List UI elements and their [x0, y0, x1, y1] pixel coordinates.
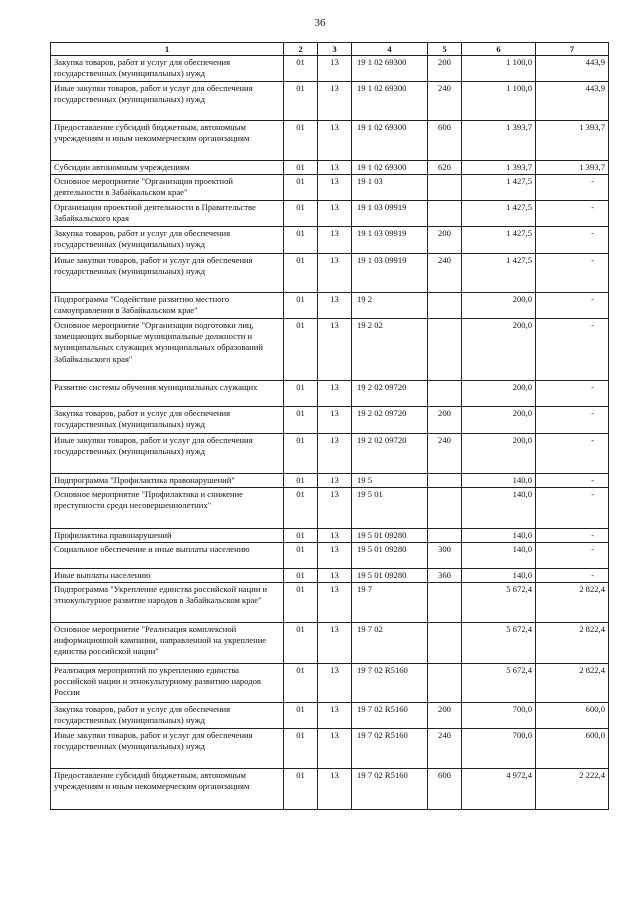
section-code: 01 — [284, 175, 318, 201]
amount-col-6: 1 100,0 — [462, 56, 536, 82]
amount-col-7: - — [536, 569, 609, 583]
expense-type-code — [428, 664, 462, 703]
row-name: Иные выплаты населению — [51, 569, 284, 583]
amount-col-7: 1 393,7 — [536, 161, 609, 175]
table-row — [51, 381, 609, 407]
amount-col-7: - — [536, 488, 609, 529]
expense-type-code — [428, 175, 462, 201]
row-name: Закупка товаров, работ и услуг для обеспечения государственных (муниципальных) нужд — [51, 407, 284, 434]
amount-col-7: 2 222,4 — [536, 769, 609, 810]
expense-type-code — [428, 319, 462, 381]
section-code: 01 — [284, 381, 318, 407]
subsection-code: 13 — [318, 569, 352, 583]
amount-col-6: 140,0 — [462, 474, 536, 488]
target-article-code: 19 5 01 09280 — [352, 529, 428, 543]
amount-col-7: 443,9 — [536, 82, 609, 121]
section-code: 01 — [284, 543, 318, 569]
section-code: 01 — [284, 623, 318, 664]
subsection-code: 13 — [318, 293, 352, 319]
amount-col-6: 1 427,5 — [462, 201, 536, 227]
section-code: 01 — [284, 769, 318, 810]
expense-type-code: 200 — [428, 56, 462, 82]
amount-col-7: 600,0 — [536, 729, 609, 769]
row-name: Реализация мероприятий по укреплению единства российской нации и этнокультурному развитию народов России — [51, 664, 284, 703]
subsection-code: 13 — [318, 729, 352, 769]
subsection-code: 13 — [318, 474, 352, 488]
target-article-code: 19 7 — [352, 583, 428, 623]
row-name: Иные закупки товаров, работ и услуг для обеспечения государственных (муниципальных) нужд — [51, 434, 284, 474]
amount-col-7: - — [536, 293, 609, 319]
header-cell: 6 — [462, 43, 536, 56]
amount-col-6: 5 672,4 — [462, 583, 536, 623]
table-row — [51, 175, 609, 201]
expense-type-code — [428, 583, 462, 623]
amount-col-6: 200,0 — [462, 381, 536, 407]
amount-col-6: 200,0 — [462, 293, 536, 319]
expense-type-code — [428, 529, 462, 543]
subsection-code: 13 — [318, 703, 352, 729]
expense-type-code: 620 — [428, 161, 462, 175]
amount-col-7: 2 822,4 — [536, 583, 609, 623]
subsection-code: 13 — [318, 254, 352, 293]
table-row — [51, 474, 609, 488]
target-article-code: 19 2 02 09720 — [352, 407, 428, 434]
expense-type-code: 240 — [428, 729, 462, 769]
amount-col-6: 4 972,4 — [462, 769, 536, 810]
target-article-code: 19 1 03 09919 — [352, 227, 428, 254]
amount-col-6: 700,0 — [462, 703, 536, 729]
row-name: Закупка товаров, работ и услуг для обеспечения государственных (муниципальных) нужд — [51, 703, 284, 729]
expense-type-code: 200 — [428, 227, 462, 254]
section-code: 01 — [284, 293, 318, 319]
target-article-code: 19 7 02 R5160 — [352, 769, 428, 810]
subsection-code: 13 — [318, 82, 352, 121]
expense-type-code: 200 — [428, 407, 462, 434]
row-name: Основное мероприятие "Организация подготовки лиц, замещающих выборные муниципальные должности и муниципальных служащих муниципальных образований Забайкальского края" — [51, 319, 284, 381]
table-row — [51, 201, 609, 227]
expense-type-code — [428, 623, 462, 664]
row-name: Подпрограмма "Содействие развитию местного самоуправления в Забайкальском крае" — [51, 293, 284, 319]
amount-col-7: - — [536, 434, 609, 474]
target-article-code: 19 1 03 — [352, 175, 428, 201]
amount-col-6: 1 100,0 — [462, 82, 536, 121]
amount-col-6: 140,0 — [462, 529, 536, 543]
amount-col-6: 140,0 — [462, 569, 536, 583]
subsection-code: 13 — [318, 434, 352, 474]
subsection-code: 13 — [318, 56, 352, 82]
subsection-code: 13 — [318, 583, 352, 623]
subsection-code: 13 — [318, 227, 352, 254]
expense-type-code: 600 — [428, 769, 462, 810]
amount-col-6: 1 393,7 — [462, 121, 536, 161]
target-article-code: 19 1 02 69300 — [352, 161, 428, 175]
amount-col-7: - — [536, 381, 609, 407]
amount-col-6: 1 427,5 — [462, 175, 536, 201]
amount-col-6: 140,0 — [462, 543, 536, 569]
section-code: 01 — [284, 82, 318, 121]
row-name: Иные закупки товаров, работ и услуг для обеспечения государственных (муниципальных) нужд — [51, 729, 284, 769]
subsection-code: 13 — [318, 175, 352, 201]
header-cell: 3 — [318, 43, 352, 56]
section-code: 01 — [284, 529, 318, 543]
amount-col-7: - — [536, 175, 609, 201]
subsection-code: 13 — [318, 319, 352, 381]
subsection-code: 13 — [318, 769, 352, 810]
target-article-code: 19 2 — [352, 293, 428, 319]
row-name: Предоставление субсидий бюджетным, автономным учреждениям и иным некоммерческим организациям — [51, 769, 284, 810]
table-row — [51, 161, 609, 175]
expense-type-code — [428, 488, 462, 529]
row-name: Подпрограмма "Профилактика правонарушений" — [51, 474, 284, 488]
section-code: 01 — [284, 664, 318, 703]
target-article-code: 19 7 02 — [352, 623, 428, 664]
header-cell: 5 — [428, 43, 462, 56]
section-code: 01 — [284, 56, 318, 82]
amount-col-7: - — [536, 201, 609, 227]
table-row — [51, 769, 609, 810]
table-row — [51, 407, 609, 434]
amount-col-7: - — [536, 543, 609, 569]
target-article-code: 19 1 02 69300 — [352, 56, 428, 82]
subsection-code: 13 — [318, 664, 352, 703]
target-article-code: 19 5 01 09280 — [352, 543, 428, 569]
expense-type-code: 300 — [428, 543, 462, 569]
amount-col-7: - — [536, 254, 609, 293]
expense-type-code — [428, 293, 462, 319]
row-name: Организация проектной деятельности в Правительстве Забайкальского края — [51, 201, 284, 227]
table-row — [51, 293, 609, 319]
subsection-code: 13 — [318, 407, 352, 434]
amount-col-7: - — [536, 529, 609, 543]
target-article-code: 19 1 02 69300 — [352, 121, 428, 161]
subsection-code: 13 — [318, 623, 352, 664]
amount-col-6: 1 427,5 — [462, 227, 536, 254]
table-row — [51, 543, 609, 569]
table-row — [51, 488, 609, 529]
section-code: 01 — [284, 434, 318, 474]
amount-col-7: - — [536, 474, 609, 488]
section-code: 01 — [284, 227, 318, 254]
table-row — [51, 664, 609, 703]
target-article-code: 19 1 03 09919 — [352, 254, 428, 293]
section-code: 01 — [284, 729, 318, 769]
row-name: Закупка товаров, работ и услуг для обеспечения государственных (муниципальных) нужд — [51, 227, 284, 254]
table-row — [51, 56, 609, 82]
header-row — [51, 43, 609, 56]
table-row — [51, 569, 609, 583]
expense-type-code — [428, 474, 462, 488]
target-article-code: 19 1 03 09919 — [352, 201, 428, 227]
header-cell: 7 — [536, 43, 609, 56]
row-name: Социальное обеспечение и иные выплаты населению — [51, 543, 284, 569]
target-article-code: 19 5 — [352, 474, 428, 488]
table-row — [51, 434, 609, 474]
section-code: 01 — [284, 569, 318, 583]
target-article-code: 19 5 01 09280 — [352, 569, 428, 583]
table-body — [51, 56, 609, 810]
amount-col-6: 700,0 — [462, 729, 536, 769]
amount-col-7: 1 393,7 — [536, 121, 609, 161]
amount-col-6: 5 672,4 — [462, 664, 536, 703]
expense-type-code — [428, 381, 462, 407]
section-code: 01 — [284, 474, 318, 488]
expense-type-code — [428, 201, 462, 227]
amount-col-6: 1 393,7 — [462, 161, 536, 175]
header-cell: 4 — [352, 43, 428, 56]
expense-type-code: 200 — [428, 703, 462, 729]
amount-col-7: 2 822,4 — [536, 623, 609, 664]
table-row — [51, 227, 609, 254]
table-row — [51, 729, 609, 769]
table-row — [51, 703, 609, 729]
page-number: 36 — [314, 17, 326, 29]
table-row — [51, 583, 609, 623]
table-row — [51, 319, 609, 381]
row-name: Закупка товаров, работ и услуг для обеспечения государственных (муниципальных) нужд — [51, 56, 284, 82]
subsection-code: 13 — [318, 381, 352, 407]
target-article-code: 19 2 02 09720 — [352, 434, 428, 474]
amount-col-7: 600,0 — [536, 703, 609, 729]
target-article-code: 19 7 02 R5160 — [352, 729, 428, 769]
expense-type-code: 240 — [428, 82, 462, 121]
target-article-code: 19 2 02 — [352, 319, 428, 381]
header-cell: 2 — [284, 43, 318, 56]
amount-col-7: - — [536, 227, 609, 254]
row-name: Предоставление субсидий бюджетным, автономным учреждениям и иным некоммерческим организациям — [51, 121, 284, 161]
expense-type-code: 600 — [428, 121, 462, 161]
amount-col-6: 200,0 — [462, 407, 536, 434]
table-row — [51, 529, 609, 543]
section-code: 01 — [284, 254, 318, 293]
amount-col-7: 2 822,4 — [536, 664, 609, 703]
amount-col-6: 1 427,5 — [462, 254, 536, 293]
subsection-code: 13 — [318, 121, 352, 161]
row-name: Профилактика правонарушений — [51, 529, 284, 543]
table-row — [51, 121, 609, 161]
row-name: Субсидии автономным учреждениям — [51, 161, 284, 175]
section-code: 01 — [284, 583, 318, 623]
subsection-code: 13 — [318, 488, 352, 529]
expense-type-code: 360 — [428, 569, 462, 583]
section-code: 01 — [284, 703, 318, 729]
table-row — [51, 254, 609, 293]
section-code: 01 — [284, 121, 318, 161]
budget-table — [50, 42, 609, 810]
table-row — [51, 82, 609, 121]
amount-col-6: 140,0 — [462, 488, 536, 529]
amount-col-7: - — [536, 407, 609, 434]
target-article-code: 19 1 02 69300 — [352, 82, 428, 121]
subsection-code: 13 — [318, 529, 352, 543]
row-name: Основное мероприятие "Организация проектной деятельности в Забайкальском крае" — [51, 175, 284, 201]
row-name: Иные закупки товаров, работ и услуг для обеспечения государственных (муниципальных) нужд — [51, 82, 284, 121]
target-article-code: 19 7 02 R5160 — [352, 703, 428, 729]
amount-col-7: - — [536, 319, 609, 381]
target-article-code: 19 5 01 — [352, 488, 428, 529]
section-code: 01 — [284, 319, 318, 381]
section-code: 01 — [284, 488, 318, 529]
subsection-code: 13 — [318, 161, 352, 175]
row-name: Основное мероприятие "Профилактика и снижение преступности среди несовершеннолетних" — [51, 488, 284, 529]
target-article-code: 19 7 02 R5160 — [352, 664, 428, 703]
target-article-code: 19 2 02 09720 — [352, 381, 428, 407]
expense-type-code: 240 — [428, 254, 462, 293]
amount-col-6: 5 672,4 — [462, 623, 536, 664]
row-name: Основное мероприятие "Реализация комплексной информационной кампании, направленной на укрепление единства российской нации" — [51, 623, 284, 664]
section-code: 01 — [284, 161, 318, 175]
table-row — [51, 623, 609, 664]
amount-col-6: 200,0 — [462, 434, 536, 474]
amount-col-6: 200,0 — [462, 319, 536, 381]
section-code: 01 — [284, 201, 318, 227]
subsection-code: 13 — [318, 543, 352, 569]
row-name: Подпрограмма "Укрепление единства российской нации и этнокультурное развитие народов в Забайкальском крае" — [51, 583, 284, 623]
row-name: Развитие системы обучения муниципальных служащих — [51, 381, 284, 407]
row-name: Иные закупки товаров, работ и услуг для обеспечения государственных (муниципальных) нужд — [51, 254, 284, 293]
amount-col-7: 443,9 — [536, 56, 609, 82]
expense-type-code: 240 — [428, 434, 462, 474]
section-code: 01 — [284, 407, 318, 434]
subsection-code: 13 — [318, 201, 352, 227]
header-cell: 1 — [51, 43, 284, 56]
